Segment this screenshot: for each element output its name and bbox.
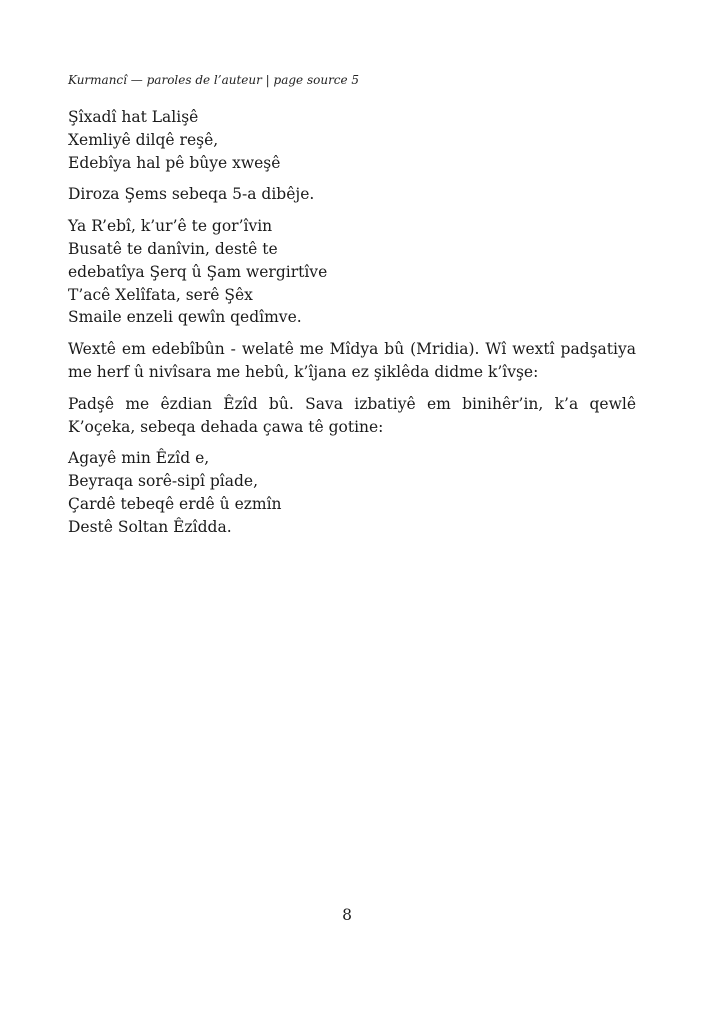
- prose-paragraph: Padşê me êzdian Êzîd bû. Sava izbatiyê em binihêr’in, k’a qewlê K’oçeka, sebeqa dehada çawa tê gotine:: [68, 394, 636, 436]
- verse-block-3: [68, 215, 636, 329]
- page-content: [68, 106, 636, 548]
- verse-line: Şîxadî hat Lalişê: [68, 108, 199, 126]
- verse-line: T’acê Xelîfata, serê Şêx: [68, 285, 253, 304]
- verse-line: Agayê min Êzîd e,: [68, 449, 210, 468]
- verse-line: Diroza Şems sebeqa 5-a dibêje.: [68, 185, 315, 204]
- verse-line: Beyraqa sorê-sipî pîade,: [68, 472, 259, 491]
- prose-paragraph: Wextê em edebîbûn - welatê me Mîdya bû (Mridia). Wî wextî padşatiya me herf û nivîsara me hebû, k’îjana ez şiklêda didme k’îvşe:: [68, 340, 636, 381]
- verse-line: Xemliyê dilqê reşê,: [68, 130, 219, 149]
- verse-block-1: [68, 106, 636, 174]
- page-number: 8: [342, 906, 352, 924]
- verse-block-2: [68, 183, 636, 206]
- verse-line: Ya R’ebî, k’ur’ê te gor’îvin: [68, 217, 273, 236]
- verse-line: Busatê te danîvin, destê te: [68, 239, 278, 258]
- verse-line: edebatîya Şerq û Şam wergirtîve: [68, 262, 328, 281]
- verse-line: Destê Soltan Êzîdda.: [68, 517, 232, 536]
- running-header: Kurmancî — paroles de l’auteur | page source 5: [68, 73, 360, 87]
- verse-line: Çardê tebeqê erdê û ezmîn: [68, 494, 282, 513]
- verse-line: Edebîya hal pê bûye xweşê: [68, 153, 281, 172]
- document-page: [68, 0, 636, 1021]
- verse-line: Smaile enzeli qewîn qedîmve.: [68, 308, 302, 327]
- verse-block-4: [68, 447, 636, 538]
